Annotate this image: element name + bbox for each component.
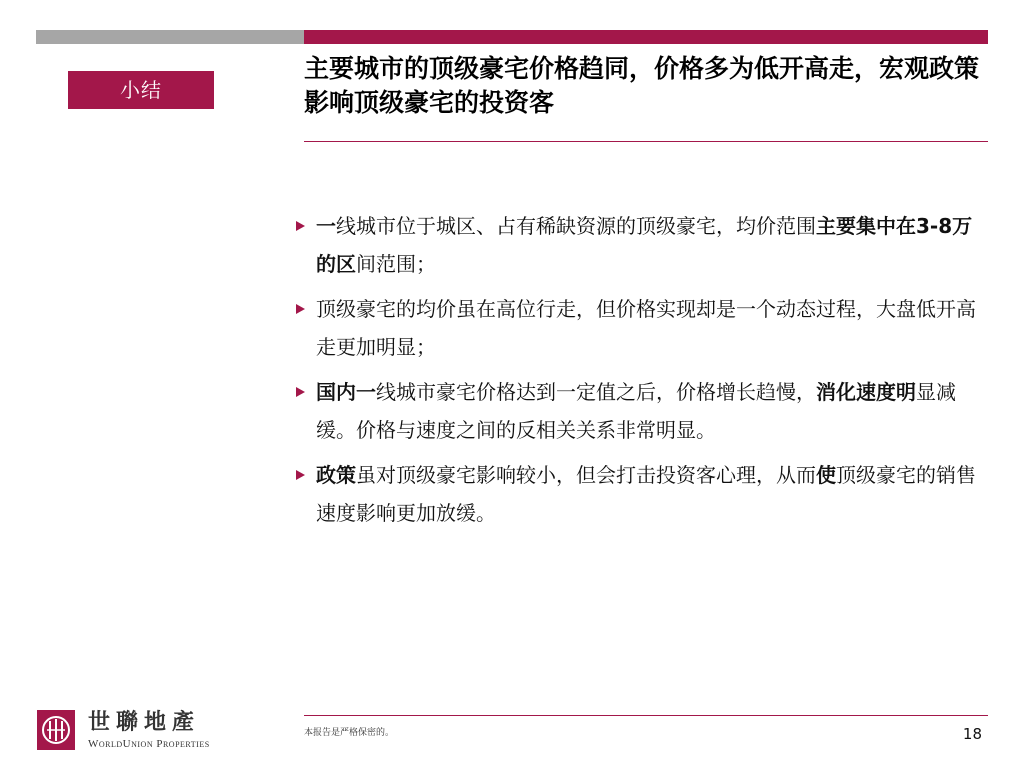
bullet-text-bold: 消化速度明 bbox=[816, 380, 916, 404]
company-logo-icon bbox=[37, 710, 75, 750]
bullet-text-bold: 一 bbox=[316, 214, 336, 238]
slide-title: 主要城市的顶级豪宅价格趋同，价格多为低开高走，宏观政策影响顶级豪宅的投资客 bbox=[304, 54, 980, 117]
bullet-item bbox=[296, 207, 976, 283]
bullet-item bbox=[296, 290, 976, 366]
bullet-item bbox=[296, 456, 976, 532]
bullet-triangle-icon bbox=[296, 387, 305, 397]
bullet-text-bold: 国内一 bbox=[316, 380, 376, 404]
header-accent-bar bbox=[304, 30, 988, 44]
bullet-triangle-icon bbox=[296, 470, 305, 480]
title-divider bbox=[304, 141, 988, 142]
confidentiality-note: 本报告是严格保密的。 bbox=[304, 728, 395, 738]
bullet-text: 顶级豪宅的均价虽在高位行走，但价格实现却是一个动态过程，大盘低开高走更加明显； bbox=[316, 297, 976, 359]
header-gray-bar bbox=[36, 30, 304, 44]
page-number: 18 bbox=[962, 725, 982, 743]
bullet-text: 线城市位于城区、占有稀缺资源的顶级豪宅，均价范围 bbox=[336, 214, 816, 238]
bullet-triangle-icon bbox=[296, 221, 305, 231]
bullet-text-bold: 政策 bbox=[316, 463, 356, 487]
bullet-text-bold: 主要集中在3-8万的区 bbox=[316, 214, 973, 276]
bullet-text: 间范围； bbox=[356, 252, 436, 276]
footer-divider bbox=[304, 715, 988, 716]
section-label: 小结 bbox=[68, 71, 214, 109]
bullet-text-bold: 使 bbox=[816, 463, 836, 487]
company-name-en: WorldUnion Properties bbox=[88, 738, 210, 750]
bullet-item bbox=[296, 373, 976, 449]
bullet-text: 显减缓。价格与速度之间的反相关关系非常明显。 bbox=[316, 380, 956, 442]
bullet-list bbox=[296, 207, 976, 539]
company-name-cn: 世聯地產 bbox=[88, 709, 201, 735]
bullet-triangle-icon bbox=[296, 304, 305, 314]
bullet-text: 线城市豪宅价格达到一定值之后，价格增长趋慢， bbox=[376, 380, 816, 404]
bullet-text: 顶级豪宅的销售速度影响更加放缓。 bbox=[316, 463, 976, 525]
bullet-text: 虽对顶级豪宅影响较小，但会打击投资客心理，从而 bbox=[356, 463, 816, 487]
